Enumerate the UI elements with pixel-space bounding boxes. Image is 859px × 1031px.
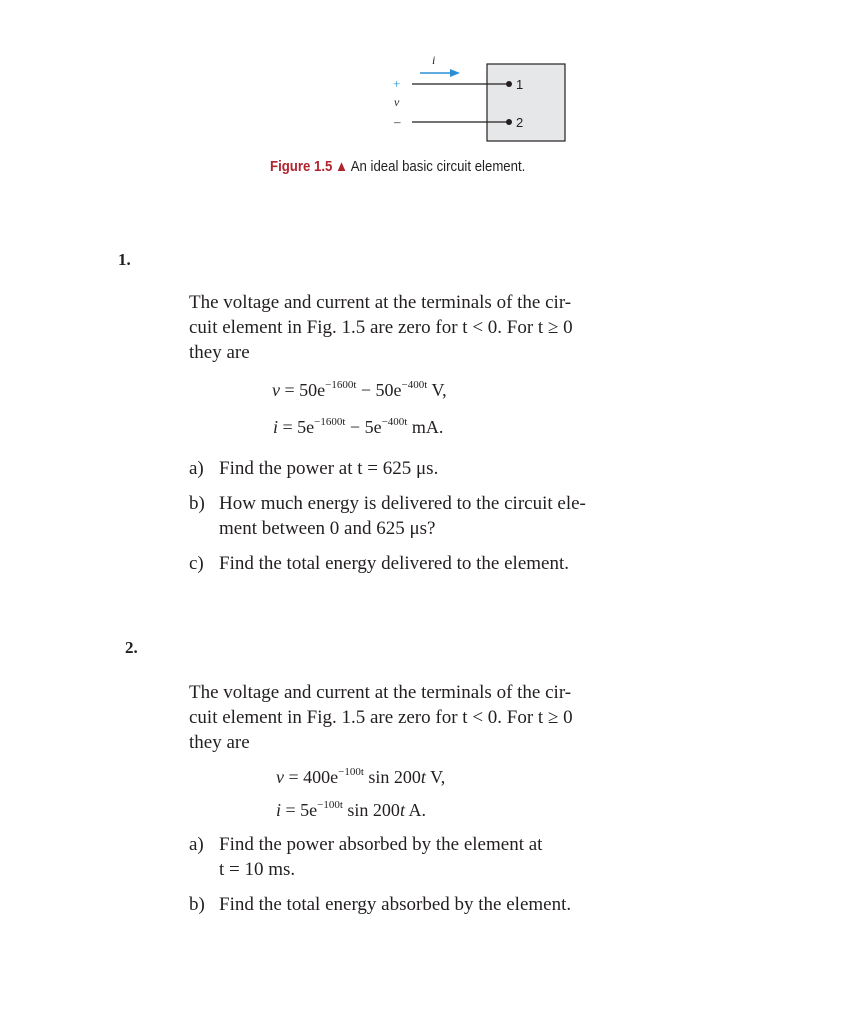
question-letter: b) xyxy=(189,493,205,514)
intro-line: they are xyxy=(189,342,250,363)
problem-1-voltage-equation: $v = 50e^{-1600t} - 50e^{-400t}$ V, xyxy=(272,379,447,400)
problem-2-questions xyxy=(189,832,689,917)
question-letter: c) xyxy=(189,553,204,574)
question-text: Find the power absorbed by the element at xyxy=(219,834,543,855)
triangle-icon: ▲ xyxy=(334,158,349,175)
current-arrowhead xyxy=(450,69,460,77)
question-letter: a) xyxy=(189,458,204,479)
question-b xyxy=(189,892,689,917)
question-text: Find the total energy absorbed by the element. xyxy=(219,894,572,915)
question-b xyxy=(189,491,689,541)
problem-2-current-equation: $i = 5e^{-100t}$ sin 200t A. xyxy=(276,799,426,820)
minus-sign: – xyxy=(394,114,401,129)
intro-line: The voltage and current at the terminals of the cir- xyxy=(189,292,572,313)
current-label: i xyxy=(432,53,436,67)
question-letter: a) xyxy=(189,834,204,855)
problem-1-current-equation: $i = 5e^{-1600t} - 5e^{-400t}$ mA. xyxy=(273,416,444,437)
question-text: Find the total energy delivered to the element. xyxy=(219,553,569,574)
problem-2-voltage-equation: $v = 400e^{-100t}$ sin 200t V, xyxy=(276,766,446,787)
question-text: Find the power at t = 625 μs. xyxy=(219,458,439,479)
problem-1-number: 1. xyxy=(118,250,131,269)
terminal-1-label: 1 xyxy=(516,77,524,92)
intro-line: The voltage and current at the terminals of the cir- xyxy=(189,682,572,703)
question-text: t = 10 ms. xyxy=(219,859,296,880)
problem-2-number: 2. xyxy=(125,638,138,657)
circuit-figure xyxy=(380,40,580,150)
question-letter: b) xyxy=(189,894,205,915)
question-text: How much energy is delivered to the circuit ele- xyxy=(219,493,586,514)
intro-line: they are xyxy=(189,732,250,753)
plus-sign: + xyxy=(393,76,401,91)
question-text: ment between 0 and 625 μs? xyxy=(219,518,436,539)
figure-label: Figure 1.5 xyxy=(270,158,333,175)
question-a xyxy=(189,456,689,481)
figure-caption-text: An ideal basic circuit element. xyxy=(350,158,526,175)
question-a xyxy=(189,832,689,882)
terminal-2-label: 2 xyxy=(516,115,524,130)
terminal-2-dot xyxy=(506,119,512,125)
problem-2-intro xyxy=(189,680,689,755)
intro-line: cuit element in Fig. 1.5 are zero for t < 0. For t ≥ 0 xyxy=(189,707,573,728)
intro-line: cuit element in Fig. 1.5 are zero for t < 0. For t ≥ 0 xyxy=(189,317,573,338)
terminal-1-dot xyxy=(506,81,512,87)
problem-1-questions xyxy=(189,456,689,576)
circuit-element-box xyxy=(487,64,565,141)
problem-1-intro xyxy=(189,290,689,365)
figure-caption xyxy=(270,158,525,175)
voltage-label: v xyxy=(394,95,400,109)
question-c xyxy=(189,551,689,576)
